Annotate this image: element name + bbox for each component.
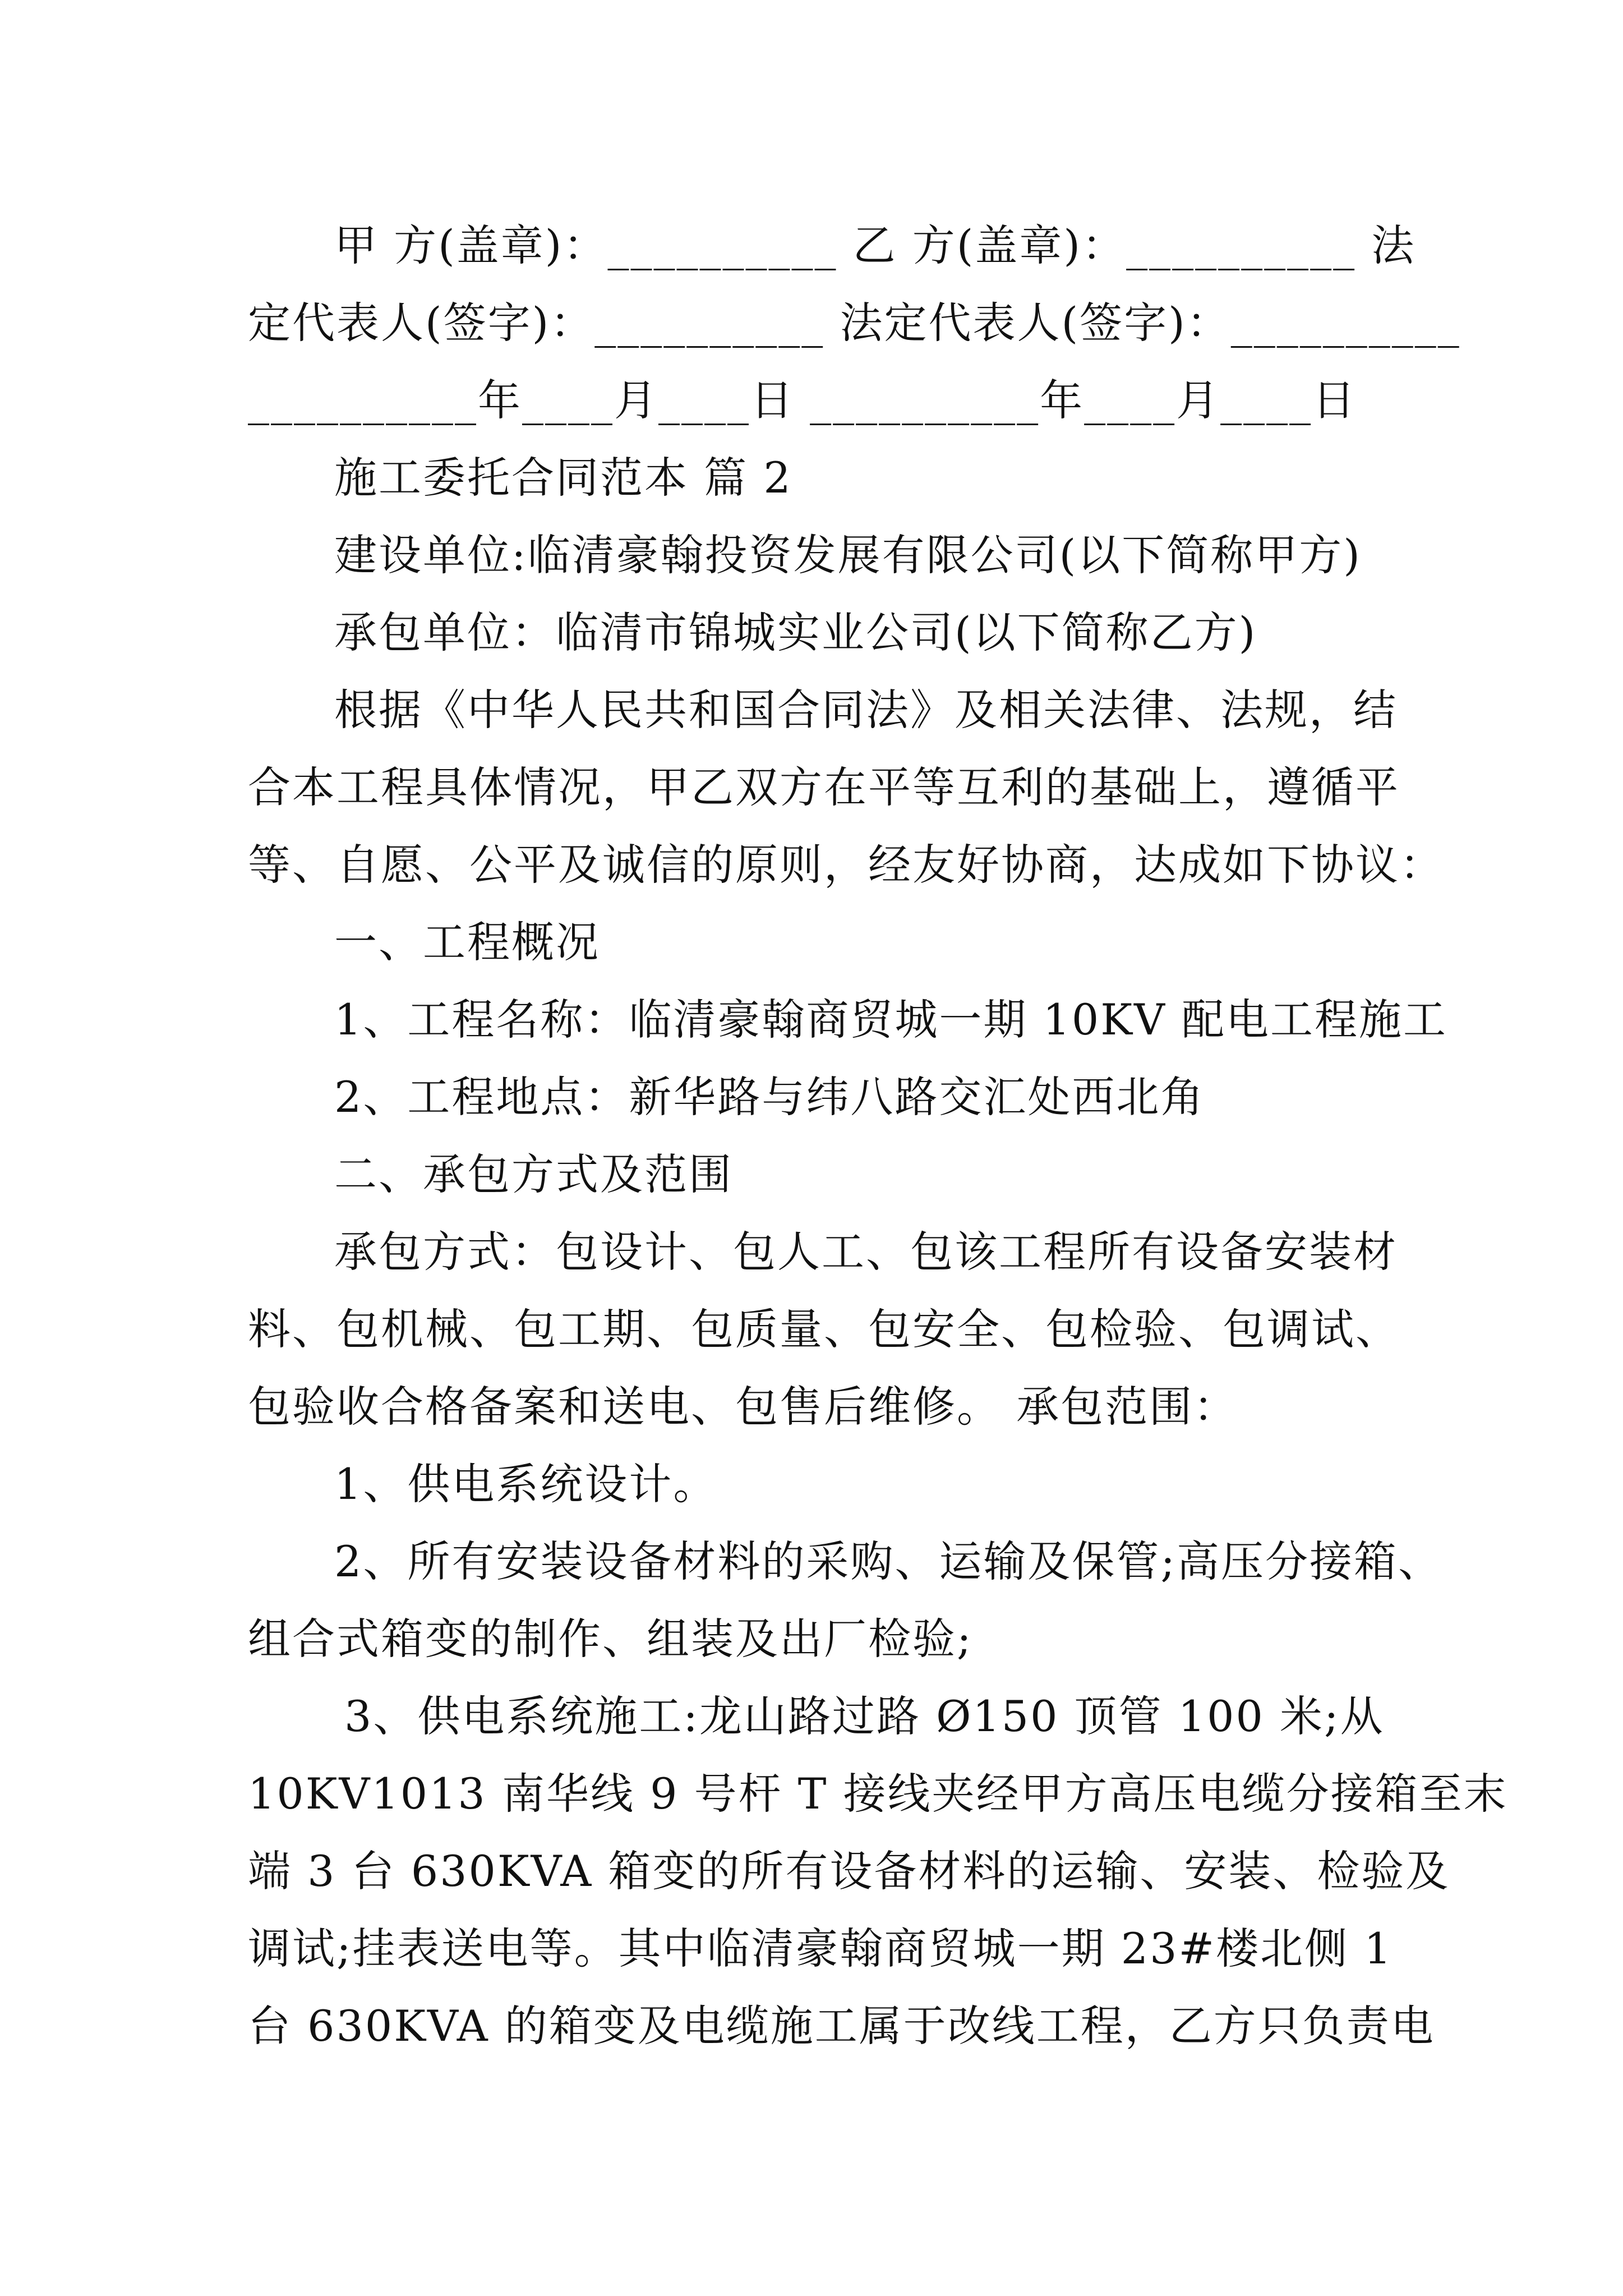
party-b-line: 承包单位：临清市锦城实业公司(以下简称乙方) xyxy=(334,608,1257,657)
paragraph-line: 料、包机械、包工期、包质量、包安全、包检验、包调试、 xyxy=(248,1304,1400,1354)
paragraph-line: 1、供电系统设计。 xyxy=(334,1459,718,1509)
party-a-line: 建设单位:临清豪翰投资发展有限公司(以下简称甲方) xyxy=(334,530,1362,580)
paragraph-line: 调试;挂表送电等。其中临清豪翰商贸城一期 23#楼北侧 1 xyxy=(248,1924,1393,1973)
paragraph-line: 10KV1013 南华线 9 号杆 T 接线夹经甲方高压电缆分接箱至末 xyxy=(248,1769,1508,1819)
signature-line-representatives: 定代表人(签字)：__________ 法定代表人(签字)：__________ xyxy=(248,298,1461,348)
paragraph-line: 等、自愿、公平及诚信的原则，经友好协商，达成如下协议： xyxy=(248,840,1444,890)
paragraph-line: 台 630KVA 的箱变及电缆施工属于改线工程，乙方只负责电 xyxy=(248,2001,1435,2051)
paragraph-line: 端 3 台 630KVA 箱变的所有设备材料的运输、安装、检验及 xyxy=(248,1846,1450,1896)
paragraph-line: 根据《中华人民共和国合同法》及相关法律、法规，结 xyxy=(334,685,1398,735)
paragraph-line: 1、工程名称：临清豪翰商贸城一期 10KV 配电工程施工 xyxy=(334,995,1448,1045)
paragraph-line: 组合式箱变的制作、组装及出厂检验; xyxy=(248,1614,973,1664)
signature-line-dates: __________年____月____日 __________年____月____日 xyxy=(248,375,1357,425)
heading-line: 一、工程概况 xyxy=(334,917,600,967)
paragraph-line: 2、工程地点：新华路与纬八路交汇处西北角 xyxy=(334,1072,1205,1122)
paragraph-line: 包验收合格备案和送电、包售后维修。 承包范围： xyxy=(248,1382,1238,1432)
paragraph-line: 合本工程具体情况，甲乙双方在平等互利的基础上，遵循平 xyxy=(248,762,1400,812)
signature-line-parties: 甲 方(盖章)：__________ 乙 方(盖章)：__________ 法 xyxy=(334,220,1416,270)
paragraph-line: 3、供电系统施工:龙山路过路 Ø150 顶管 100 米;从 xyxy=(344,1691,1385,1741)
paragraph-line: 2、所有安装设备材料的采购、运输及保管;高压分接箱、 xyxy=(334,1536,1442,1586)
paragraph-line: 承包方式：包设计、包人工、包该工程所有设备安装材 xyxy=(334,1227,1398,1277)
heading-line: 二、承包方式及范围 xyxy=(334,1149,733,1199)
section-title: 施工委托合同范本 篇 2 xyxy=(334,453,792,503)
